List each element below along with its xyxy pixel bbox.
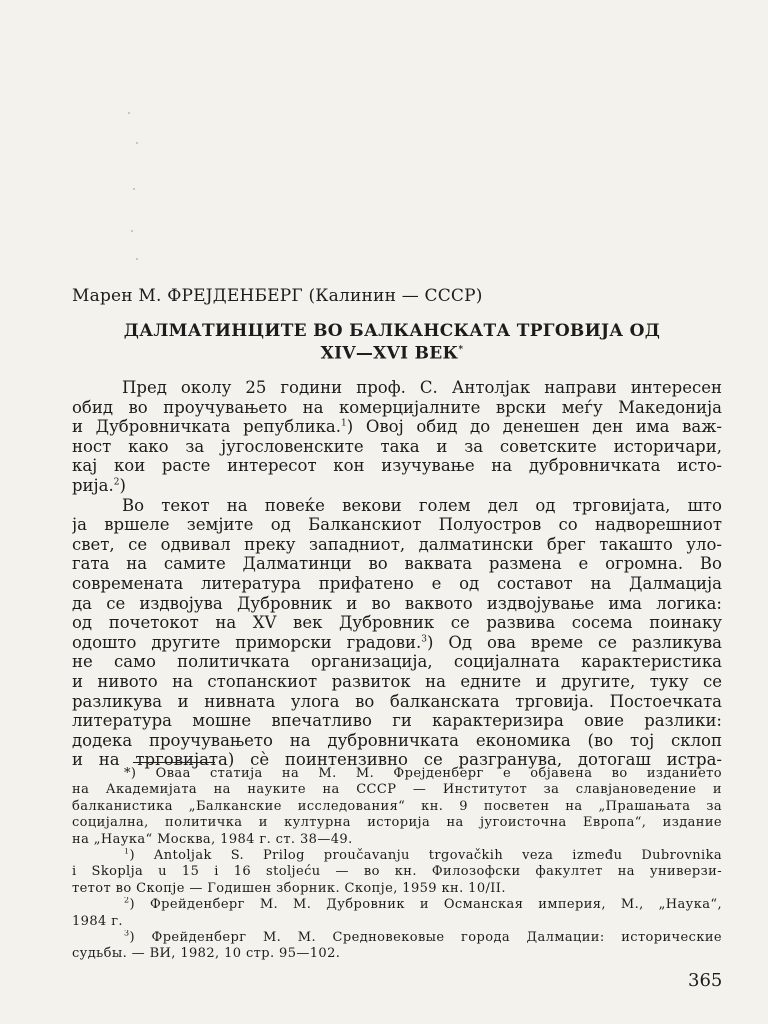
footnote-number: 3 xyxy=(124,929,130,938)
body-line: и на трговијата) сè поинтензивно се разгранува, дотогаш истра- xyxy=(72,750,722,770)
body-line: одошто другите приморски градови.$^3$) Од ова време се разликува xyxy=(72,632,722,652)
article-body xyxy=(72,378,722,770)
footnote-ref: 1 xyxy=(341,418,347,429)
body-line: ност како за југословенските така и за советските историчари, xyxy=(72,436,722,456)
page-number: 365 xyxy=(688,970,723,991)
footnote-number: 1 xyxy=(124,847,130,856)
footnote-line: на Академијата на науките на СССР — Институтот за славјановедение и xyxy=(72,782,722,798)
body-line: гата на самите Далматинци во ваквата размена е огромна. Во xyxy=(72,554,722,574)
footnote-ref: 2 xyxy=(113,477,120,488)
footnote-line: балканистика „Балканские исследования“ кн. 9 посветен на „Прашањата за xyxy=(72,798,722,814)
footnote-line: $^1$) Antoljak S. Prilog proučavanju trgovačkih veza između Dubrovnika xyxy=(124,847,722,863)
footnote-line: на „Наука“ Москва, 1984 г. ст. 38—49. xyxy=(72,831,353,847)
body-line: литература мошне впечатливо ги карактеризира овие разлики: xyxy=(72,711,722,731)
body-line: Во текот на повеќе векови голем дел од трговијата, што xyxy=(122,495,722,515)
footnote-line: i Skoplja u 15 i 16 stoljeću — во кн. Филозофски факултет на универзи- xyxy=(72,864,722,880)
title-line-2: XIV—XVI ВЕК* xyxy=(320,343,464,364)
body-line: современата литература прифатено е од составот на Далмација xyxy=(72,573,722,593)
footnote-line: $^3$) Фрейденберг М. М. Средновековые города Далмации: исторические xyxy=(124,929,722,945)
scan-speck xyxy=(133,188,135,190)
article-title xyxy=(72,322,712,364)
scan-speck xyxy=(131,230,133,232)
body-line: рија.$^2$) xyxy=(72,475,126,495)
footnote-line: социјална, политичка и културна историја на југоисточна Европа“, издание xyxy=(72,815,722,831)
footnotes xyxy=(72,766,722,963)
footnote-line: $^2$) Фрейденберг М. М. Дубровник и Османская империя, М., „Наука“, xyxy=(124,897,722,913)
body-line: од почетокот на XV век Дубровник се развива сосема поинаку xyxy=(72,613,722,633)
footnote-line: 1984 г. xyxy=(72,913,123,929)
body-line: и Дубровничката република.$^1$) Овој обид до денешен ден има важ- xyxy=(72,417,722,437)
body-line: да се издвојува Дубровник и во ваквото издвојување има логика: xyxy=(72,593,722,613)
body-line: и нивото на стопанскиот развиток на едните и другите, туку се xyxy=(72,671,722,691)
scan-speck xyxy=(128,112,130,114)
body-line: свет, се одвивал преку западниот, далматински брег такашто уло- xyxy=(72,534,722,554)
body-line: не само политичката организација, социјалната карактеристика xyxy=(72,652,722,672)
footnote-line: тетот во Скопје — Годишен зборник. Скопје, 1959 кн. 10/II. xyxy=(72,880,506,896)
footnote-number: 2 xyxy=(124,897,130,905)
title-line-1: ДАЛМАТИНЦИТЕ ВО БАЛКАНСКАТА ТРГОВИЈА ОД xyxy=(123,321,661,341)
scan-speck xyxy=(136,142,138,144)
scan-speck xyxy=(136,258,138,260)
footnote-separator xyxy=(133,762,215,763)
body-line: ја вршеле земјите од Балканскиот Полуостров со надворешниот xyxy=(72,515,722,535)
body-line: додека проучувањето на дубровничката економика (во тој склоп xyxy=(72,730,722,750)
body-line: Пред околу 25 години проф. С. Антолјак направи интересен xyxy=(122,378,722,397)
body-line: разликува и нивната улога во балканската трговија. Постоечката xyxy=(72,691,722,711)
footnote-line: *) Оваа статија на М. М. Фрејденберг е објавена во изданието xyxy=(124,766,722,781)
author-line: Марен М. ФРЕЈДЕНБЕРГ (Калинин — СССР) xyxy=(72,286,483,306)
body-line: обид во проучувањето на комерцијалните врски меѓу Македонија xyxy=(72,397,722,417)
footnote-line: судьбы. — ВИ, 1982, 10 стр. 95—102. xyxy=(72,946,341,962)
body-line: кај кои расте интересот кон изучување на дубровничката исто- xyxy=(72,456,722,476)
title-footnote-mark: * xyxy=(458,345,464,355)
footnote-ref: 3 xyxy=(421,634,427,645)
